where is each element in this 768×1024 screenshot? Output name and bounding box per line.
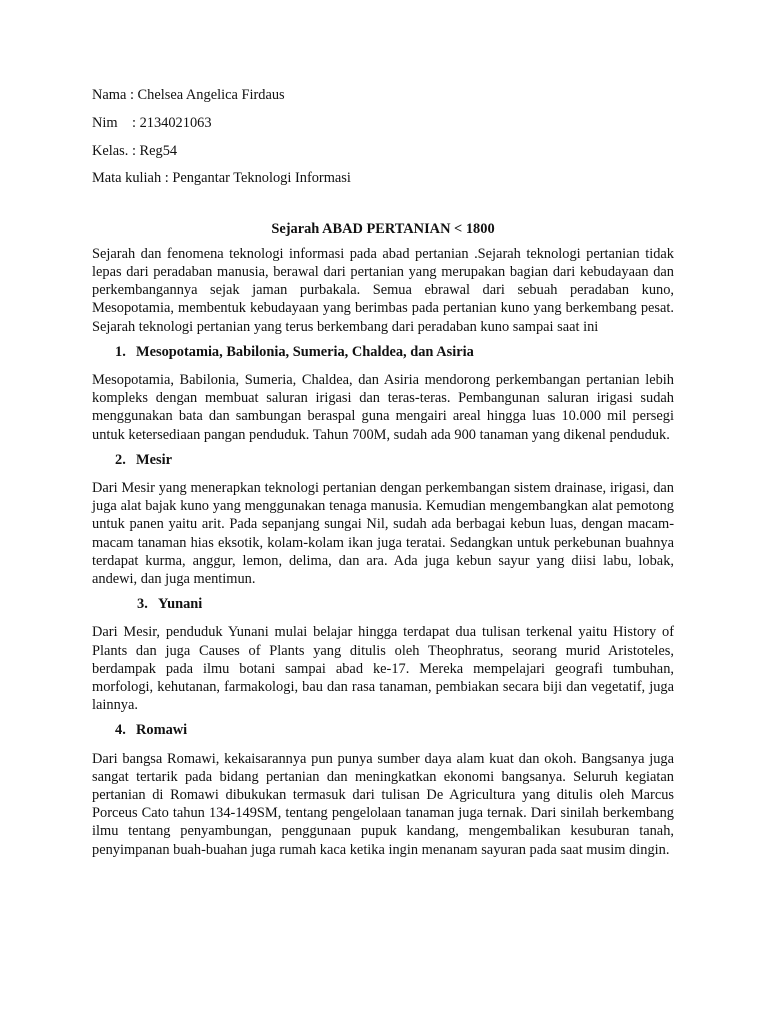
section-heading	[92, 343, 674, 361]
section-title: Romawi	[136, 722, 188, 739]
section-heading	[92, 595, 674, 613]
document-title: Sejarah ABAD PERTANIAN < 1800	[271, 220, 495, 237]
section-heading	[92, 451, 674, 469]
intro-paragraph: Sejarah dan fenomena teknologi informasi pada abad pertanian .Sejarah teknologi pertanian tidak lepas dari peradaban manusia, berawal dari pertanian yang merupakan bagian dari kebudayaan dan perkembangannya sejak jaman purbakala. Semua ebrawal dari sebuah peradaban kuno, Mesopotamia, membentuk kebudayaan yang berimbas pada pertanian kuno yang berkembang pesat. Sejarah teknologi pertanian yang terus berkembang dari peradaban kuno sampai saat ini	[92, 245, 674, 335]
course-name: Mata kuliah : Pengantar Teknologi Informasi	[92, 170, 351, 187]
section-title: Mesir	[136, 451, 172, 468]
section-number: 1.	[115, 343, 126, 360]
section-number: 3.	[137, 596, 148, 613]
document-page	[92, 86, 674, 866]
student-nim: Nim : 2134021063	[92, 114, 212, 131]
section-paragraph: Dari Mesir yang menerapkan teknologi pertanian dengan perkembangan sistem drainase, irigasi, dan juga alat bajak kuno yang menggunakan tenaga manusia. Kemudian mengembangkan alat pemotong untuk panen yaitu arit. Pada sepanjang sungai Nil, sudah ada berbagai kebun luas, dengan macam-macam tanaman hias eksotik, kolam-kolam ikan juga teratai. Sedangkan untuk perkebunan buahnya terdapat kurma, anggur, lemon, delima, dan ara. Ada juga kebun sayur yang diisi labu, lobak, andewi, dan juga mentimun.	[92, 480, 674, 588]
section-title: Yunani	[158, 596, 203, 613]
section-paragraph: Dari Mesir, penduduk Yunani mulai belajar hingga terdapat dua tulisan terkenal yaitu History of Plants dan juga Causes of Plants yang ditulis oleh Theophratus, seorang murid Aristoteles, berdampak pada ilmu botani sampai abad ke-17. Mereka mempelajari geografi tumbuhan, morfologi, kehutanan, farmakologi, bau dan rasa tanaman, pembiakan secara biji dan vegetatif, juga lainnya.	[92, 624, 674, 714]
student-name: Nama : Chelsea Angelica Firdaus	[92, 87, 285, 103]
student-class: Kelas. : Reg54	[92, 142, 178, 159]
section-paragraph: Mesopotamia, Babilonia, Sumeria, Chaldea, dan Asiria mendorong perkembangan pertanian lebih kompleks dengan membuat saluran irigasi dan teras-teras. Pembangunan saluran irigasi sudah menggunakan bata dan sambungan beraspal guna mengairi areal hingga luas 10.000 mil persegi untuk ketersediaan pangan penduduk. Tahun 700M, sudah ada 900 tanaman yang dikenal penduduk.	[92, 372, 674, 443]
section-number: 2.	[115, 451, 126, 468]
section-number: 4.	[115, 722, 126, 739]
section-paragraph: Dari bangsa Romawi, kekaisarannya pun punya sumber daya alam kuat dan okoh. Bangsanya juga sangat tertarik pada bidang pertanian dan meningkatkan ekonomi bangsanya. Seluruh kegiatan pertanian di Romawi dibukukan termasuk dari tulisan De Agricultura yang ditulis oleh Marcus Porceus Cato tahun 134-149SM, tentang pengelolaan tanaman juga ternak. Dari sinilah berkembang ilmu tentang penyambungan, penggunaan pupuk kandang, mengembalikan kesuburan tanah, penyimpanan buah-buahan juga rumah kaca ketika ingin menanam sayuran pada saat musim dingin.	[92, 750, 674, 858]
section-title: Mesopotamia, Babilonia, Sumeria, Chaldea, dan Asiria	[136, 343, 474, 360]
section-heading	[92, 721, 674, 739]
